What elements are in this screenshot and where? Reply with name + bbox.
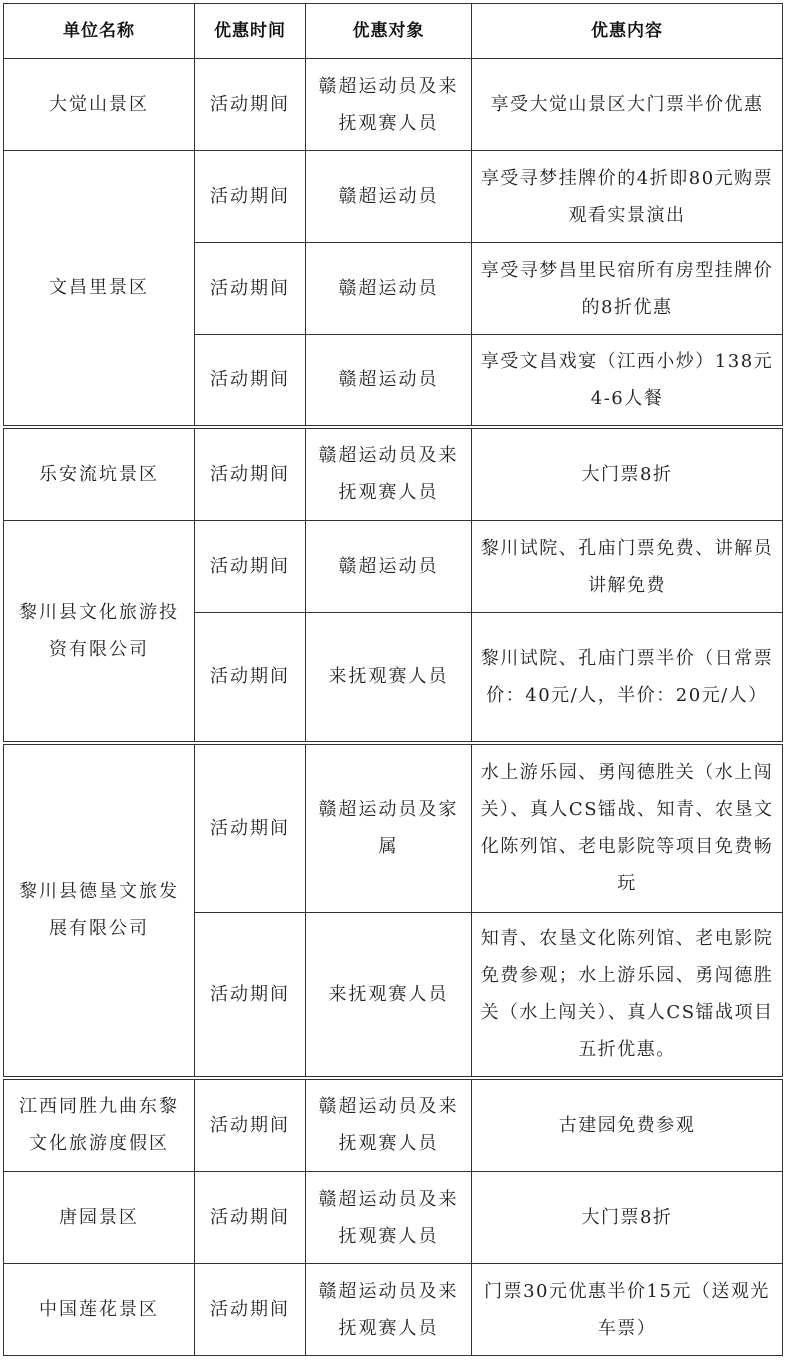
- content-cell: 享受寻梦挂牌价的4折即80元购票观看实景演出: [472, 151, 783, 243]
- table-row: [4, 743, 783, 913]
- table-row: [4, 521, 783, 613]
- content-cell: 享受文昌戏宴（江西小炒）138元4-6人餐: [472, 335, 783, 427]
- time-cell: 活动期间: [195, 151, 306, 243]
- content-cell: 黎川试院、孔庙门票半价（日常票价：40元/人，半价：20元/人）: [472, 613, 783, 743]
- unit-cell: 黎川县文化旅游投资有限公司: [4, 521, 195, 743]
- table-row: [4, 427, 783, 521]
- target-cell: 来抚观赛人员: [306, 913, 472, 1078]
- time-cell: 活动期间: [195, 743, 306, 913]
- content-cell: 享受大觉山景区大门票半价优惠: [472, 59, 783, 151]
- content-cell: 大门票8折: [472, 1172, 783, 1264]
- time-cell: 活动期间: [195, 427, 306, 521]
- unit-cell: 江西同胜九曲东黎文化旅游度假区: [4, 1078, 195, 1172]
- time-cell: 活动期间: [195, 913, 306, 1078]
- header-unit: 单位名称: [4, 4, 195, 59]
- unit-cell: 文昌里景区: [4, 151, 195, 427]
- target-cell: 赣超运动员: [306, 243, 472, 335]
- target-cell: 赣超运动员: [306, 335, 472, 427]
- unit-cell: 中国莲花景区: [4, 1264, 195, 1356]
- unit-cell: 乐安流坑景区: [4, 427, 195, 521]
- content-cell: 知青、农垦文化陈列馆、老电影院免费参观；水上游乐园、勇闯德胜关（水上闯关）、真人CS镭战项目五折优惠。: [472, 913, 783, 1078]
- target-cell: 赣超运动员及来抚观赛人员: [306, 1172, 472, 1264]
- target-cell: 赣超运动员及来抚观赛人员: [306, 427, 472, 521]
- target-cell: 赣超运动员及来抚观赛人员: [306, 1264, 472, 1356]
- content-cell: 水上游乐园、勇闯德胜关（水上闯关）、真人CS镭战、知青、农垦文化陈列馆、老电影院等项目免费畅玩: [472, 743, 783, 913]
- content-cell: 享受寻梦昌里民宿所有房型挂牌价的8折优惠: [472, 243, 783, 335]
- table-row: [4, 151, 783, 243]
- target-cell: 赣超运动员: [306, 151, 472, 243]
- target-cell: 赣超运动员及来抚观赛人员: [306, 59, 472, 151]
- table-row: [4, 59, 783, 151]
- unit-cell: 唐园景区: [4, 1172, 195, 1264]
- time-cell: 活动期间: [195, 1264, 306, 1356]
- target-cell: 赣超运动员及家属: [306, 743, 472, 913]
- time-cell: 活动期间: [195, 613, 306, 743]
- time-cell: 活动期间: [195, 1172, 306, 1264]
- unit-cell: 黎川县德垦文旅发展有限公司: [4, 743, 195, 1078]
- table-row: [4, 1264, 783, 1356]
- time-cell: 活动期间: [195, 521, 306, 613]
- time-cell: 活动期间: [195, 243, 306, 335]
- content-cell: 大门票8折: [472, 427, 783, 521]
- time-cell: 活动期间: [195, 1078, 306, 1172]
- content-cell: 古建园免费参观: [472, 1078, 783, 1172]
- target-cell: 赣超运动员: [306, 521, 472, 613]
- header-content: 优惠内容: [472, 4, 783, 59]
- header-target: 优惠对象: [306, 4, 472, 59]
- header-row: [4, 4, 783, 59]
- content-cell: 黎川试院、孔庙门票免费、讲解员讲解免费: [472, 521, 783, 613]
- target-cell: 赣超运动员及来抚观赛人员: [306, 1078, 472, 1172]
- table-row: [4, 1172, 783, 1264]
- table-row: [4, 1078, 783, 1172]
- unit-cell: 大觉山景区: [4, 59, 195, 151]
- discount-table: [3, 3, 783, 1356]
- time-cell: 活动期间: [195, 59, 306, 151]
- target-cell: 来抚观赛人员: [306, 613, 472, 743]
- content-cell: 门票30元优惠半价15元（送观光车票）: [472, 1264, 783, 1356]
- discount-table-container: [3, 3, 783, 1356]
- header-time: 优惠时间: [195, 4, 306, 59]
- time-cell: 活动期间: [195, 335, 306, 427]
